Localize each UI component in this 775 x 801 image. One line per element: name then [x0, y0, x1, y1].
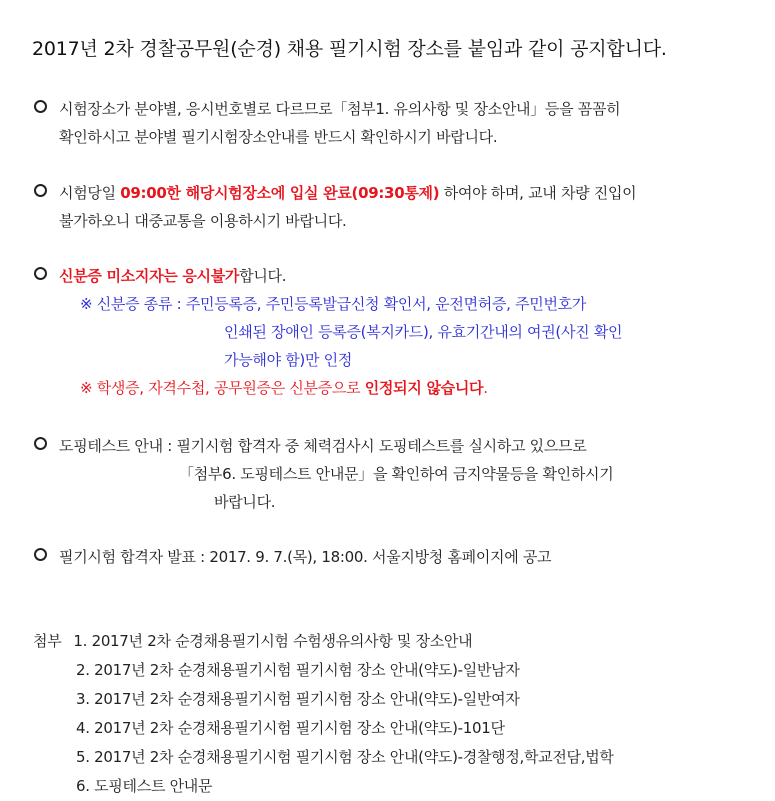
id-types-note-cont: 인쇄된 장애인 등록증(복지카드), 유효기간내의 여권(사진 확인 [224, 323, 623, 341]
id-types-note: ※ 신분증 종류 : 주민등록증, 주민등록발급신청 확인서, 운전면허증, 주민번호가 [80, 295, 587, 313]
item-text: 바랍니다. [214, 493, 276, 511]
invalid-id-note: ※ 학생증, 자격수첩, 공무원증은 신분증으로 인정되지 않습니다. [80, 379, 488, 397]
id-required-highlight: 신분증 미소지자는 응시불가 [59, 267, 240, 285]
item-text: 불가하오니 대중교통을 이용하시기 바랍니다. [59, 212, 347, 230]
notice-item-doping-test [34, 432, 763, 516]
circle-bullet-icon [34, 184, 47, 197]
notice-title: 2017년 2차 경찰공무원(순경) 채용 필기시험 장소를 붙임과 같이 공지합니다. [32, 38, 667, 60]
id-types-note-cont: 가능해야 함)만 인정 [224, 351, 353, 369]
notice-item-exam-location [34, 95, 763, 151]
item-text: 확인하시고 분야별 필기시험장소안내를 반드시 확인하시기 바랍니다. [59, 128, 498, 146]
item-text: 하여야 하며, 교내 차량 진입이 [439, 184, 637, 202]
item-text: 필기시험 합격자 발표 : 2017. 9. 7.(목), 18:00. 서울지방청 홈페이지에 공고 [59, 548, 552, 566]
attachment-link[interactable]: 5. 2017년 2차 순경채용필기시험 필기시험 장소 안내(약도)-경찰행정,학교전담,법학 [76, 748, 614, 766]
circle-bullet-icon [34, 548, 47, 561]
attachment-link[interactable]: 6. 도핑테스트 안내문 [76, 777, 213, 795]
attachment-link[interactable]: 2. 2017년 2차 순경채용필기시험 필기시험 장소 안내(약도)-일반남자 [76, 661, 520, 679]
attachments-label: 첨부 [33, 632, 62, 650]
circle-bullet-icon [34, 437, 47, 450]
item-text: 시험당일 [59, 184, 121, 202]
item-text: 도핑테스트 안내 : 필기시험 합격자 중 체력검사시 도핑테스트를 실시하고 있으므로 [59, 437, 587, 455]
invalid-id-highlight: 인정되지 않습니다 [364, 379, 484, 397]
entry-time-highlight: 09:00한 해당시험장소에 입실 완료(09:30통제) [120, 184, 440, 202]
notice-item-results [34, 543, 763, 571]
attachments-list [33, 627, 614, 801]
notice-item-exam-day [34, 179, 763, 235]
attachment-link[interactable]: 3. 2017년 2차 순경채용필기시험 필기시험 장소 안내(약도)-일반여자 [76, 690, 520, 708]
circle-bullet-icon [34, 267, 47, 280]
item-text: 시험장소가 분야별, 응시번호별로 다르므로「첨부1. 유의사항 및 장소안내」등을 꼼꼼히 [59, 100, 621, 118]
item-text: 「첨부6. 도핑테스트 안내문」을 확인하여 금지약물등을 확인하시기 [179, 465, 614, 483]
item-text: 합니다. [239, 267, 287, 285]
notice-item-id-required [34, 262, 763, 402]
attachment-link[interactable]: 1. 2017년 2차 순경채용필기시험 수험생유의사항 및 장소안내 [73, 632, 473, 650]
attachment-link[interactable]: 4. 2017년 2차 순경채용필기시험 필기시험 장소 안내(약도)-101단 [76, 719, 505, 737]
circle-bullet-icon [34, 100, 47, 113]
